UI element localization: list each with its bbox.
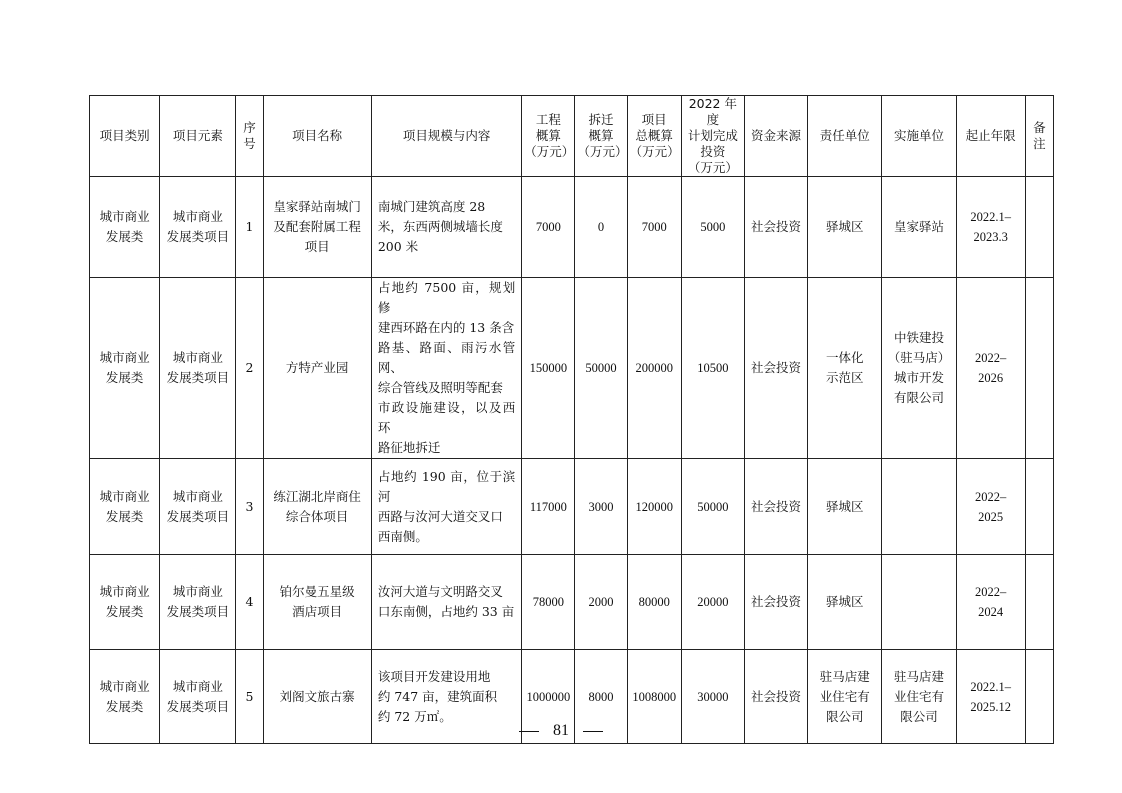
header-line: 计划完成 bbox=[687, 128, 738, 143]
cell-engineering: 150000 bbox=[522, 278, 575, 459]
cell-category-line: 城市商业 bbox=[99, 678, 150, 694]
cell-engineering: 7000 bbox=[522, 177, 575, 278]
cell-implementing bbox=[882, 278, 956, 459]
header-line: 概算 bbox=[588, 128, 614, 143]
table-row bbox=[90, 278, 1054, 459]
cell-implementing bbox=[882, 555, 956, 650]
cell-project-name-line: 练江湖北岸商住 bbox=[273, 488, 361, 504]
cell-element bbox=[160, 278, 236, 459]
cell-element-line: 发展类项目 bbox=[166, 370, 230, 385]
cell-funding: 社会投资 bbox=[744, 177, 807, 278]
header-line: 投资 bbox=[700, 144, 726, 159]
cell-scope-line: 200 米 bbox=[377, 239, 419, 254]
cell-category-line: 发展类 bbox=[105, 604, 144, 619]
cell-seq: 5 bbox=[236, 650, 263, 744]
cell-scope-line: 西南侧。 bbox=[377, 528, 428, 544]
cell-engineering: 78000 bbox=[522, 555, 575, 650]
cell-project-name bbox=[263, 459, 371, 555]
cell-plan-2022: 30000 bbox=[681, 650, 744, 744]
cell-implementing-line: 限公司 bbox=[900, 708, 938, 724]
cell-responsible bbox=[808, 278, 882, 459]
cell-note bbox=[1025, 278, 1053, 459]
cell-scope-line: 建西环路在内的 13 条含 bbox=[377, 320, 515, 335]
cell-scope-line: 该项目开发建设用地 bbox=[377, 668, 491, 684]
cell-period-line: 2022.1– bbox=[970, 210, 1011, 224]
cell-period-line: 2023.3 bbox=[973, 230, 1008, 244]
cell-total: 7000 bbox=[627, 177, 681, 278]
header-line: 项目 bbox=[641, 112, 667, 127]
cell-element bbox=[160, 555, 236, 650]
cell-element-line: 发展类项目 bbox=[166, 229, 230, 244]
cell-responsible bbox=[808, 555, 882, 650]
footer-dash-right bbox=[583, 731, 603, 732]
cell-category bbox=[90, 459, 160, 555]
cell-category-line: 城市商业 bbox=[99, 584, 150, 599]
cell-implementing-line: 中铁建投 bbox=[893, 330, 944, 345]
cell-responsible-line: 驿城区 bbox=[825, 594, 864, 609]
cell-project-name bbox=[263, 177, 371, 278]
table-row bbox=[90, 555, 1054, 650]
cell-implementing-line: （驻马店） bbox=[887, 350, 951, 365]
cell-element bbox=[160, 177, 236, 278]
header-line: （万元） bbox=[687, 160, 738, 175]
cell-responsible-line: 驿城区 bbox=[825, 219, 864, 234]
cell-project-name bbox=[263, 278, 371, 459]
cell-element-line: 发展类项目 bbox=[166, 604, 230, 619]
cell-funding: 社会投资 bbox=[744, 555, 807, 650]
cell-engineering: 1000000 bbox=[522, 650, 575, 744]
header-note-line: 注 bbox=[1033, 136, 1046, 151]
footer-dash-left bbox=[519, 731, 539, 732]
cell-plan-2022: 10500 bbox=[681, 278, 744, 459]
cell-scope-line: 汝河大道与文明路交叉 bbox=[377, 584, 503, 599]
cell-funding: 社会投资 bbox=[744, 459, 807, 555]
cell-funding: 社会投资 bbox=[744, 278, 807, 459]
header-total bbox=[627, 96, 681, 177]
header-responsible: 责任单位 bbox=[808, 96, 882, 177]
cell-note bbox=[1025, 555, 1053, 650]
cell-implementing-line: 驻马店建 bbox=[893, 668, 944, 684]
header-implementing: 实施单位 bbox=[882, 96, 956, 177]
header-row bbox=[90, 96, 1054, 177]
cell-scope bbox=[371, 278, 521, 459]
cell-element-line: 发展类项目 bbox=[166, 508, 230, 524]
cell-element-line: 城市商业 bbox=[172, 678, 223, 694]
cell-plan-2022: 20000 bbox=[681, 555, 744, 650]
header-name: 项目名称 bbox=[263, 96, 371, 177]
cell-project-name bbox=[263, 555, 371, 650]
cell-scope-line: 占地约 190 亩，位于滨河 bbox=[377, 468, 516, 504]
header-seq-line: 序 bbox=[243, 120, 256, 135]
header-line: 工程 bbox=[535, 112, 561, 127]
header-line: （万元） bbox=[577, 144, 628, 159]
cell-scope-line: 口东南侧，占地约 33 亩 bbox=[377, 604, 515, 619]
header-period: 起止年限 bbox=[956, 96, 1025, 177]
cell-category bbox=[90, 278, 160, 459]
cell-category bbox=[90, 555, 160, 650]
header-line: 总概算 bbox=[635, 128, 673, 143]
header-line: 概算 bbox=[535, 128, 561, 143]
cell-period bbox=[956, 555, 1025, 650]
cell-responsible-line: 驻马店建 bbox=[819, 668, 870, 684]
page-footer bbox=[0, 722, 1122, 740]
cell-element-line: 发展类项目 bbox=[166, 698, 230, 714]
header-line: 拆迁 bbox=[588, 112, 614, 127]
cell-scope-line: 约 72 万㎡。 bbox=[377, 708, 452, 724]
table-row bbox=[90, 459, 1054, 555]
cell-project-name-line: 皇家驿站南城门 bbox=[273, 199, 361, 214]
cell-scope-line: 路基、路面、雨污水管网、 bbox=[377, 340, 516, 375]
cell-plan-2022: 5000 bbox=[681, 177, 744, 278]
cell-project-name-line: 方特产业园 bbox=[285, 360, 349, 375]
cell-responsible bbox=[808, 459, 882, 555]
cell-scope-line: 占地约 7500 亩，规划修 bbox=[377, 280, 516, 315]
cell-element-line: 城市商业 bbox=[172, 584, 223, 599]
cell-category-line: 发展类 bbox=[105, 229, 144, 244]
cell-demolition: 50000 bbox=[575, 278, 627, 459]
cell-note bbox=[1025, 177, 1053, 278]
cell-element-line: 城市商业 bbox=[172, 209, 223, 224]
cell-project-name-line: 刘阁文旅古寨 bbox=[279, 688, 355, 704]
header-seq-line: 号 bbox=[243, 136, 256, 151]
header-category: 项目类别 bbox=[90, 96, 160, 177]
cell-scope-line: 米，东西两侧城墙长度 bbox=[377, 219, 503, 234]
header-element: 项目元素 bbox=[160, 96, 236, 177]
cell-category-line: 城市商业 bbox=[99, 350, 150, 365]
cell-implementing-line: 业住宅有 bbox=[893, 688, 944, 704]
cell-category bbox=[90, 177, 160, 278]
cell-scope bbox=[371, 459, 521, 555]
cell-period-line: 2024 bbox=[978, 605, 1004, 619]
cell-plan-2022: 50000 bbox=[681, 459, 744, 555]
cell-implementing-line: 皇家驿站 bbox=[893, 219, 944, 234]
cell-funding: 社会投资 bbox=[744, 650, 807, 744]
header-funding: 资金来源 bbox=[744, 96, 807, 177]
cell-implementing-line: 有限公司 bbox=[893, 390, 944, 405]
cell-project-name-line: 综合体项目 bbox=[285, 508, 349, 524]
cell-project-name-line: 铂尔曼五星级 bbox=[279, 584, 355, 599]
header-note bbox=[1025, 96, 1053, 177]
cell-implementing bbox=[882, 459, 956, 555]
cell-seq: 4 bbox=[236, 555, 263, 650]
header-demolition bbox=[575, 96, 627, 177]
cell-demolition: 8000 bbox=[575, 650, 627, 744]
cell-responsible-line: 业住宅有 bbox=[819, 688, 870, 704]
cell-seq: 1 bbox=[236, 177, 263, 278]
cell-total: 1008000 bbox=[627, 650, 681, 744]
cell-category-line: 城市商业 bbox=[99, 488, 150, 504]
cell-period-line: 2022– bbox=[975, 351, 1007, 365]
header-note-line: 备 bbox=[1033, 120, 1046, 135]
cell-responsible bbox=[808, 177, 882, 278]
table-body bbox=[90, 177, 1054, 744]
cell-responsible-line: 驿城区 bbox=[825, 498, 864, 514]
cell-scope bbox=[371, 555, 521, 650]
cell-demolition: 3000 bbox=[575, 459, 627, 555]
cell-category-line: 发展类 bbox=[105, 370, 144, 385]
cell-scope-line: 南城门建筑高度 28 bbox=[377, 199, 486, 214]
cell-project-name-line: 酒店项目 bbox=[292, 604, 343, 619]
cell-period-line: 2022– bbox=[975, 585, 1007, 599]
cell-category-line: 城市商业 bbox=[99, 209, 150, 224]
cell-period bbox=[956, 459, 1025, 555]
header-plan-2022 bbox=[681, 96, 744, 177]
cell-responsible-line: 限公司 bbox=[825, 708, 864, 724]
cell-total: 200000 bbox=[627, 278, 681, 459]
cell-period-line: 2025 bbox=[978, 509, 1004, 524]
header-seq bbox=[236, 96, 263, 177]
cell-scope-line: 约 747 亩，建筑面积 bbox=[377, 688, 498, 704]
cell-scope-line: 路征地拆迁 bbox=[377, 440, 441, 455]
cell-demolition: 0 bbox=[575, 177, 627, 278]
cell-element bbox=[160, 459, 236, 555]
cell-responsible-line: 一体化 bbox=[825, 350, 864, 365]
cell-period bbox=[956, 177, 1025, 278]
cell-seq: 3 bbox=[236, 459, 263, 555]
cell-total: 120000 bbox=[627, 459, 681, 555]
project-table bbox=[89, 95, 1054, 744]
header-line: （万元） bbox=[524, 144, 575, 159]
cell-implementing bbox=[882, 177, 956, 278]
cell-period-line: 2022.1– bbox=[970, 679, 1011, 694]
cell-element-line: 城市商业 bbox=[172, 350, 223, 365]
cell-scope bbox=[371, 177, 521, 278]
header-scope: 项目规模与内容 bbox=[371, 96, 521, 177]
cell-engineering: 117000 bbox=[522, 459, 575, 555]
cell-project-name-line: 及配套附属工程 bbox=[273, 219, 361, 234]
page-number: 81 bbox=[553, 722, 569, 739]
cell-note bbox=[1025, 459, 1053, 555]
cell-project-name-line: 项目 bbox=[304, 239, 330, 254]
cell-responsible-line: 示范区 bbox=[825, 370, 864, 385]
cell-period-line: 2022– bbox=[975, 489, 1007, 504]
cell-scope-line: 综合管线及照明等配套 bbox=[377, 380, 503, 395]
cell-element-line: 城市商业 bbox=[172, 488, 223, 504]
header-line: 2022 年度 bbox=[688, 96, 737, 127]
table-row bbox=[90, 177, 1054, 278]
header-line: （万元） bbox=[629, 144, 680, 159]
cell-period-line: 2026 bbox=[978, 371, 1004, 385]
cell-implementing-line: 城市开发 bbox=[893, 370, 944, 385]
cell-scope-line: 市政设施建设，以及西环 bbox=[377, 400, 516, 435]
cell-seq: 2 bbox=[236, 278, 263, 459]
cell-period-line: 2025.12 bbox=[970, 699, 1011, 714]
cell-period bbox=[956, 278, 1025, 459]
cell-total: 80000 bbox=[627, 555, 681, 650]
header-engineering bbox=[522, 96, 575, 177]
cell-scope-line: 西路与汝河大道交叉口 bbox=[377, 508, 503, 524]
cell-category-line: 发展类 bbox=[105, 508, 144, 524]
cell-category-line: 发展类 bbox=[105, 698, 144, 714]
cell-demolition: 2000 bbox=[575, 555, 627, 650]
